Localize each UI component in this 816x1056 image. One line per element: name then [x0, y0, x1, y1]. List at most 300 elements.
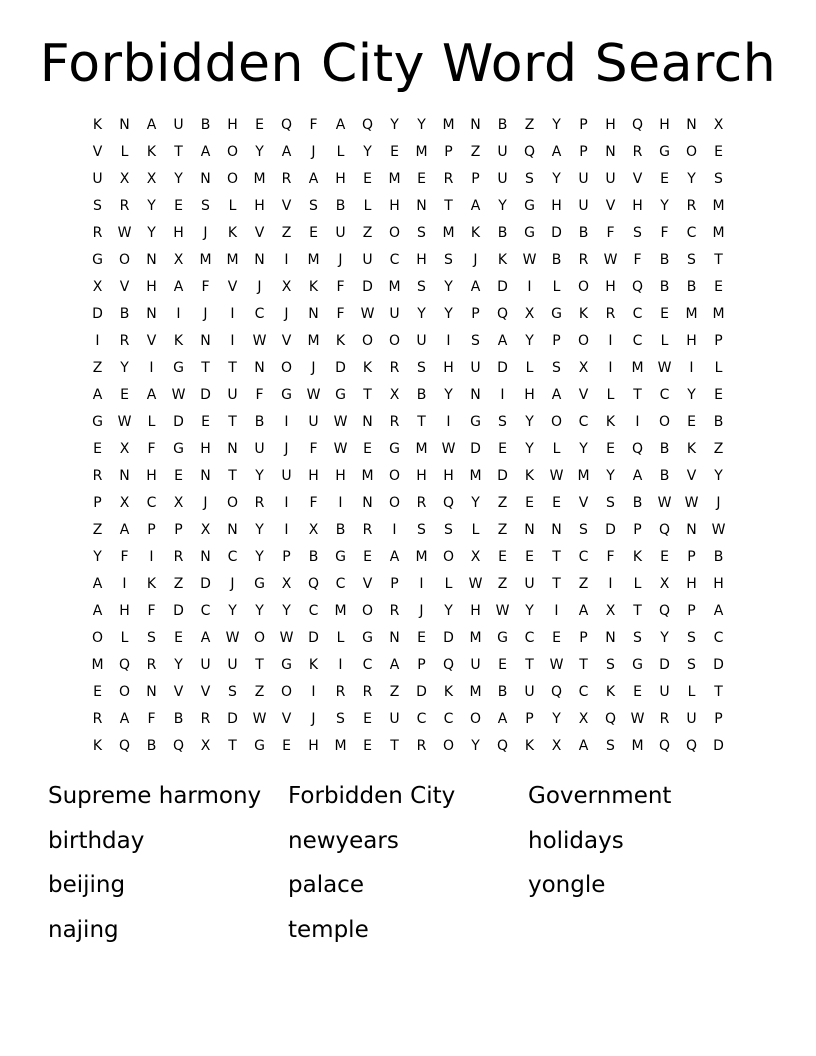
grid-letter: J — [284, 440, 289, 457]
grid-letter: Y — [444, 386, 453, 403]
grid-letter: H — [146, 467, 157, 484]
grid-letter: Y — [687, 170, 696, 187]
grid-letter: N — [254, 251, 265, 268]
grid-letter: F — [120, 548, 129, 565]
grid-letter: D — [551, 224, 562, 241]
grid-letter: M — [712, 305, 725, 322]
grid-letter: O — [280, 683, 293, 700]
grid-letter: Z — [389, 683, 400, 700]
grid-letter: G — [281, 386, 292, 403]
grid-letter: F — [336, 278, 345, 295]
grid-letter: D — [92, 305, 103, 322]
grid-letter: E — [417, 170, 426, 187]
grid-letter: O — [118, 251, 131, 268]
grid-letter: G — [254, 575, 265, 592]
grid-letter: N — [470, 386, 481, 403]
grid-letter: X — [578, 710, 589, 727]
grid-letter: U — [227, 656, 238, 673]
grid-letter: C — [335, 575, 346, 592]
grid-letter: R — [605, 305, 616, 322]
grid-letter: E — [174, 197, 183, 214]
grid-letter: R — [389, 602, 400, 619]
grid-letter: X — [200, 521, 211, 538]
grid-letter: B — [659, 467, 670, 484]
grid-letter: M — [442, 116, 455, 133]
grid-letter: H — [443, 359, 454, 376]
grid-letter: O — [118, 683, 131, 700]
grid-letter: E — [660, 548, 669, 565]
grid-letter: X — [470, 548, 481, 565]
grid-letter: M — [685, 305, 698, 322]
grid-letter: K — [470, 224, 481, 241]
grid-letter: Y — [525, 413, 534, 430]
grid-letter: O — [280, 359, 293, 376]
grid-letter: B — [632, 494, 643, 511]
grid-letter: L — [363, 197, 372, 214]
grid-letter: W — [252, 710, 267, 727]
grid-letter: F — [606, 224, 615, 241]
grid-letter: N — [551, 521, 562, 538]
grid-letter: G — [659, 143, 670, 160]
grid-letter: I — [392, 521, 397, 538]
grid-letter: A — [92, 602, 103, 619]
grid-letter: N — [308, 305, 319, 322]
grid-letter: S — [552, 359, 561, 376]
grid-letter: I — [284, 494, 289, 511]
grid-letter: P — [417, 656, 426, 673]
grid-letter: E — [714, 143, 723, 160]
grid-letter: E — [714, 278, 723, 295]
grid-letter: M — [334, 737, 347, 754]
grid-letter: K — [524, 737, 535, 754]
grid-letter: M — [469, 629, 482, 646]
grid-letter: N — [524, 521, 535, 538]
grid-letter: N — [470, 116, 481, 133]
grid-letter: X — [146, 170, 157, 187]
word-bank-item: holidays — [528, 827, 624, 854]
grid-letter: J — [257, 278, 262, 295]
grid-letter: A — [92, 386, 103, 403]
grid-letter: M — [415, 440, 428, 457]
grid-letter: S — [471, 332, 480, 349]
grid-letter: X — [308, 521, 319, 538]
grid-letter: C — [146, 494, 157, 511]
grid-letter: Y — [660, 629, 669, 646]
grid-letter: P — [93, 494, 102, 511]
grid-letter: Q — [172, 737, 185, 754]
grid-letter: U — [389, 710, 400, 727]
grid-letter: S — [444, 251, 453, 268]
grid-letter: N — [254, 359, 265, 376]
grid-letter: W — [549, 656, 564, 673]
grid-letter: M — [388, 278, 401, 295]
grid-letter: Y — [471, 494, 480, 511]
grid-letter: Y — [255, 467, 264, 484]
grid-letter: O — [361, 332, 374, 349]
grid-letter: R — [281, 170, 292, 187]
grid-letter: Q — [280, 116, 293, 133]
grid-letter: M — [712, 224, 725, 241]
grid-letter: A — [200, 143, 211, 160]
grid-letter: Q — [604, 710, 617, 727]
grid-letter: W — [522, 251, 537, 268]
grid-letter: X — [119, 494, 130, 511]
grid-letter: O — [658, 413, 671, 430]
grid-letter: E — [660, 170, 669, 187]
grid-letter: H — [227, 116, 238, 133]
grid-letter: S — [93, 197, 102, 214]
grid-letter: G — [254, 737, 265, 754]
grid-letter: H — [416, 251, 427, 268]
grid-letter: D — [335, 359, 346, 376]
grid-letter: Y — [93, 548, 102, 565]
grid-letter: J — [311, 359, 316, 376]
grid-letter: V — [578, 494, 589, 511]
grid-letter: V — [281, 332, 292, 349]
grid-letter: S — [417, 521, 426, 538]
grid-letter: D — [497, 278, 508, 295]
grid-letter: S — [417, 224, 426, 241]
grid-letter: Y — [174, 170, 183, 187]
grid-letter: K — [605, 413, 616, 430]
grid-letter: Q — [307, 575, 320, 592]
grid-letter: O — [388, 224, 401, 241]
grid-letter: Y — [579, 440, 588, 457]
grid-letter: A — [578, 737, 589, 754]
grid-letter: K — [335, 332, 346, 349]
grid-letter: T — [444, 197, 453, 214]
grid-letter: K — [605, 683, 616, 700]
grid-letter: H — [605, 278, 616, 295]
grid-letter: B — [713, 548, 724, 565]
grid-letter: U — [416, 332, 427, 349]
grid-letter: Y — [147, 224, 156, 241]
grid-letter: M — [253, 170, 266, 187]
grid-letter: W — [360, 305, 375, 322]
grid-letter: S — [417, 278, 426, 295]
grid-letter: R — [389, 359, 400, 376]
grid-letter: A — [713, 602, 724, 619]
grid-letter: E — [714, 386, 723, 403]
grid-letter: H — [605, 116, 616, 133]
word-bank-item: palace — [288, 872, 364, 898]
grid-letter: B — [659, 278, 670, 295]
grid-letter: C — [308, 602, 319, 619]
word-bank — [48, 774, 768, 952]
grid-letter: N — [119, 467, 130, 484]
grid-letter: D — [470, 440, 481, 457]
grid-letter: N — [227, 440, 238, 457]
grid-letter: B — [686, 278, 697, 295]
grid-letter: C — [200, 602, 211, 619]
word-bank-item: yongle — [528, 872, 606, 898]
grid-letter: O — [91, 629, 104, 646]
grid-letter: W — [684, 494, 699, 511]
grid-letter: J — [419, 602, 424, 619]
grid-letter: E — [120, 386, 129, 403]
grid-letter: I — [284, 521, 289, 538]
grid-letter: L — [147, 413, 156, 430]
grid-letter: T — [255, 656, 264, 673]
grid-letter: E — [174, 629, 183, 646]
grid-letter: B — [173, 710, 184, 727]
grid-letter: E — [498, 440, 507, 457]
grid-letter: P — [714, 710, 723, 727]
grid-letter: S — [336, 710, 345, 727]
grid-letter: U — [92, 170, 103, 187]
grid-letter: L — [336, 143, 345, 160]
grid-letter: B — [119, 305, 130, 322]
grid-letter: N — [146, 305, 157, 322]
grid-letter: L — [444, 575, 453, 592]
grid-letter: J — [284, 305, 289, 322]
grid-letter: E — [525, 548, 534, 565]
grid-letter: E — [93, 683, 102, 700]
grid-letter: C — [686, 224, 697, 241]
grid-letter: T — [552, 575, 561, 592]
grid-letter: R — [686, 197, 697, 214]
grid-letter: K — [308, 278, 319, 295]
grid-letter: X — [281, 575, 292, 592]
grid-letter: N — [362, 494, 373, 511]
grid-letter: X — [119, 440, 130, 457]
grid-letter: L — [660, 332, 669, 349]
grid-letter: I — [689, 359, 694, 376]
grid-letter: Z — [254, 683, 265, 700]
grid-letter: O — [442, 548, 455, 565]
grid-letter: R — [173, 548, 184, 565]
grid-letter: U — [470, 359, 481, 376]
grid-letter: C — [227, 548, 238, 565]
grid-letter: U — [578, 197, 589, 214]
grid-letter: S — [606, 494, 615, 511]
grid-letter: Z — [173, 575, 184, 592]
grid-letter: F — [606, 548, 615, 565]
grid-letter: V — [146, 332, 157, 349]
grid-letter: W — [252, 332, 267, 349]
grid-letter: C — [578, 548, 589, 565]
grid-letter: M — [415, 548, 428, 565]
grid-letter: D — [443, 629, 454, 646]
grid-letter: U — [470, 656, 481, 673]
grid-letter: N — [686, 116, 697, 133]
grid-letter: C — [578, 683, 589, 700]
grid-letter: R — [335, 683, 346, 700]
page-title: Forbidden City Word Search — [39, 34, 777, 94]
grid-letter: I — [95, 332, 100, 349]
word-bank-item: temple — [288, 916, 369, 943]
grid-letter: I — [230, 332, 235, 349]
grid-letter: R — [92, 710, 103, 727]
grid-letter: Y — [552, 710, 561, 727]
grid-letter: E — [552, 494, 561, 511]
grid-letter: T — [201, 359, 210, 376]
grid-letter: G — [281, 656, 292, 673]
grid-letter: U — [578, 170, 589, 187]
grid-letter: I — [338, 494, 343, 511]
grid-letter: H — [308, 737, 319, 754]
grid-letter: P — [714, 332, 723, 349]
grid-letter: L — [687, 683, 696, 700]
grid-letter: A — [146, 116, 157, 133]
grid-letter: A — [281, 143, 292, 160]
grid-letter: Y — [255, 602, 264, 619]
grid-letter: A — [119, 710, 130, 727]
grid-letter: P — [282, 548, 291, 565]
grid-letter: G — [470, 413, 481, 430]
grid-letter: L — [336, 629, 345, 646]
grid-letter: A — [92, 575, 103, 592]
grid-letter: Y — [714, 467, 723, 484]
grid-letter: G — [362, 629, 373, 646]
grid-letter: I — [230, 305, 235, 322]
grid-letter: E — [309, 224, 318, 241]
grid-letter: P — [552, 332, 561, 349]
grid-letter: T — [228, 359, 237, 376]
grid-letter: C — [632, 305, 643, 322]
grid-letter: J — [716, 494, 721, 511]
grid-letter: I — [284, 413, 289, 430]
grid-letter: Y — [255, 143, 264, 160]
grid-letter: O — [388, 467, 401, 484]
grid-letter: B — [335, 521, 346, 538]
grid-letter: R — [578, 251, 589, 268]
grid-letter: N — [119, 116, 130, 133]
grid-letter: V — [227, 278, 238, 295]
grid-letter: T — [633, 386, 642, 403]
grid-letter: J — [230, 575, 235, 592]
grid-letter: M — [631, 737, 644, 754]
grid-letter: M — [226, 251, 239, 268]
grid-letter: C — [362, 656, 373, 673]
grid-letter: C — [389, 251, 400, 268]
grid-letter: V — [362, 575, 373, 592]
grid-letter: W — [441, 440, 456, 457]
grid-letter: K — [443, 683, 454, 700]
word-bank-item: Forbidden City — [288, 783, 456, 809]
grid-letter: G — [551, 305, 562, 322]
grid-letter: H — [686, 575, 697, 592]
grid-letter: U — [497, 170, 508, 187]
grid-letter: N — [227, 521, 238, 538]
grid-letter: Y — [417, 305, 426, 322]
grid-letter: W — [549, 467, 564, 484]
grid-letter: I — [176, 305, 181, 322]
grid-letter: N — [200, 467, 211, 484]
grid-letter: D — [659, 656, 670, 673]
grid-letter: J — [203, 224, 208, 241]
grid-letter: E — [363, 548, 372, 565]
grid-letter: S — [444, 521, 453, 538]
grid-letter: Y — [525, 332, 534, 349]
grid-letter: Y — [498, 197, 507, 214]
grid-letter: I — [311, 683, 316, 700]
grid-letter: Q — [496, 737, 509, 754]
grid-letter: M — [469, 683, 482, 700]
grid-letter: O — [388, 332, 401, 349]
grid-letter: A — [119, 521, 130, 538]
grid-letter: Z — [524, 116, 535, 133]
grid-letter: K — [524, 467, 535, 484]
grid-letter: V — [200, 683, 211, 700]
grid-letter: R — [362, 683, 373, 700]
grid-letter: Q — [631, 278, 644, 295]
grid-letter: Z — [92, 359, 103, 376]
grid-letter: I — [608, 332, 613, 349]
grid-letter: O — [361, 602, 374, 619]
grid-letter: Z — [497, 575, 508, 592]
grid-letter: Y — [552, 170, 561, 187]
grid-letter: R — [92, 224, 103, 241]
grid-letter: H — [686, 332, 697, 349]
grid-letter: Q — [658, 602, 671, 619]
grid-letter: O — [226, 143, 239, 160]
grid-letter: H — [470, 602, 481, 619]
grid-letter: G — [92, 413, 103, 430]
grid-letter: A — [146, 386, 157, 403]
grid-letter: F — [147, 440, 156, 457]
grid-letter: K — [92, 116, 103, 133]
grid-letter: P — [633, 521, 642, 538]
grid-letter: E — [498, 656, 507, 673]
grid-letter: A — [389, 548, 400, 565]
grid-letter: H — [416, 467, 427, 484]
grid-letter: U — [335, 224, 346, 241]
grid-letter: S — [687, 656, 696, 673]
grid-letter: Z — [497, 521, 508, 538]
grid-letter: N — [605, 629, 616, 646]
grid-letter: H — [551, 197, 562, 214]
grid-letter: Z — [470, 143, 481, 160]
grid-letter: V — [281, 197, 292, 214]
grid-letter: V — [281, 710, 292, 727]
grid-letter: N — [200, 332, 211, 349]
grid-letter: F — [660, 224, 669, 241]
grid-letter: U — [227, 386, 238, 403]
grid-letter: T — [552, 548, 561, 565]
grid-letter: K — [227, 224, 238, 241]
grid-letter: G — [524, 197, 535, 214]
grid-letter: J — [338, 251, 343, 268]
grid-letter: P — [444, 143, 453, 160]
grid-letter: Y — [228, 602, 237, 619]
grid-letter: I — [608, 575, 613, 592]
grid-letter: K — [173, 332, 184, 349]
grid-letter: O — [226, 494, 239, 511]
grid-letter: B — [254, 413, 265, 430]
grid-letter: W — [333, 413, 348, 430]
grid-letter: X — [605, 602, 616, 619]
grid-letter: U — [389, 305, 400, 322]
grid-letter: U — [497, 143, 508, 160]
grid-letter: H — [335, 467, 346, 484]
grid-letter: R — [416, 494, 427, 511]
grid-letter: Y — [282, 602, 291, 619]
grid-letter: M — [577, 467, 590, 484]
grid-letter: U — [659, 683, 670, 700]
grid-letter: A — [470, 197, 481, 214]
grid-letter: O — [469, 710, 482, 727]
grid-letter: O — [226, 170, 239, 187]
grid-letter: D — [200, 386, 211, 403]
grid-letter: H — [308, 467, 319, 484]
grid-letter: P — [525, 710, 534, 727]
grid-letter: E — [363, 440, 372, 457]
letter-grid — [84, 111, 732, 759]
grid-letter: A — [470, 278, 481, 295]
grid-letter: Y — [147, 197, 156, 214]
grid-letter: W — [225, 629, 240, 646]
